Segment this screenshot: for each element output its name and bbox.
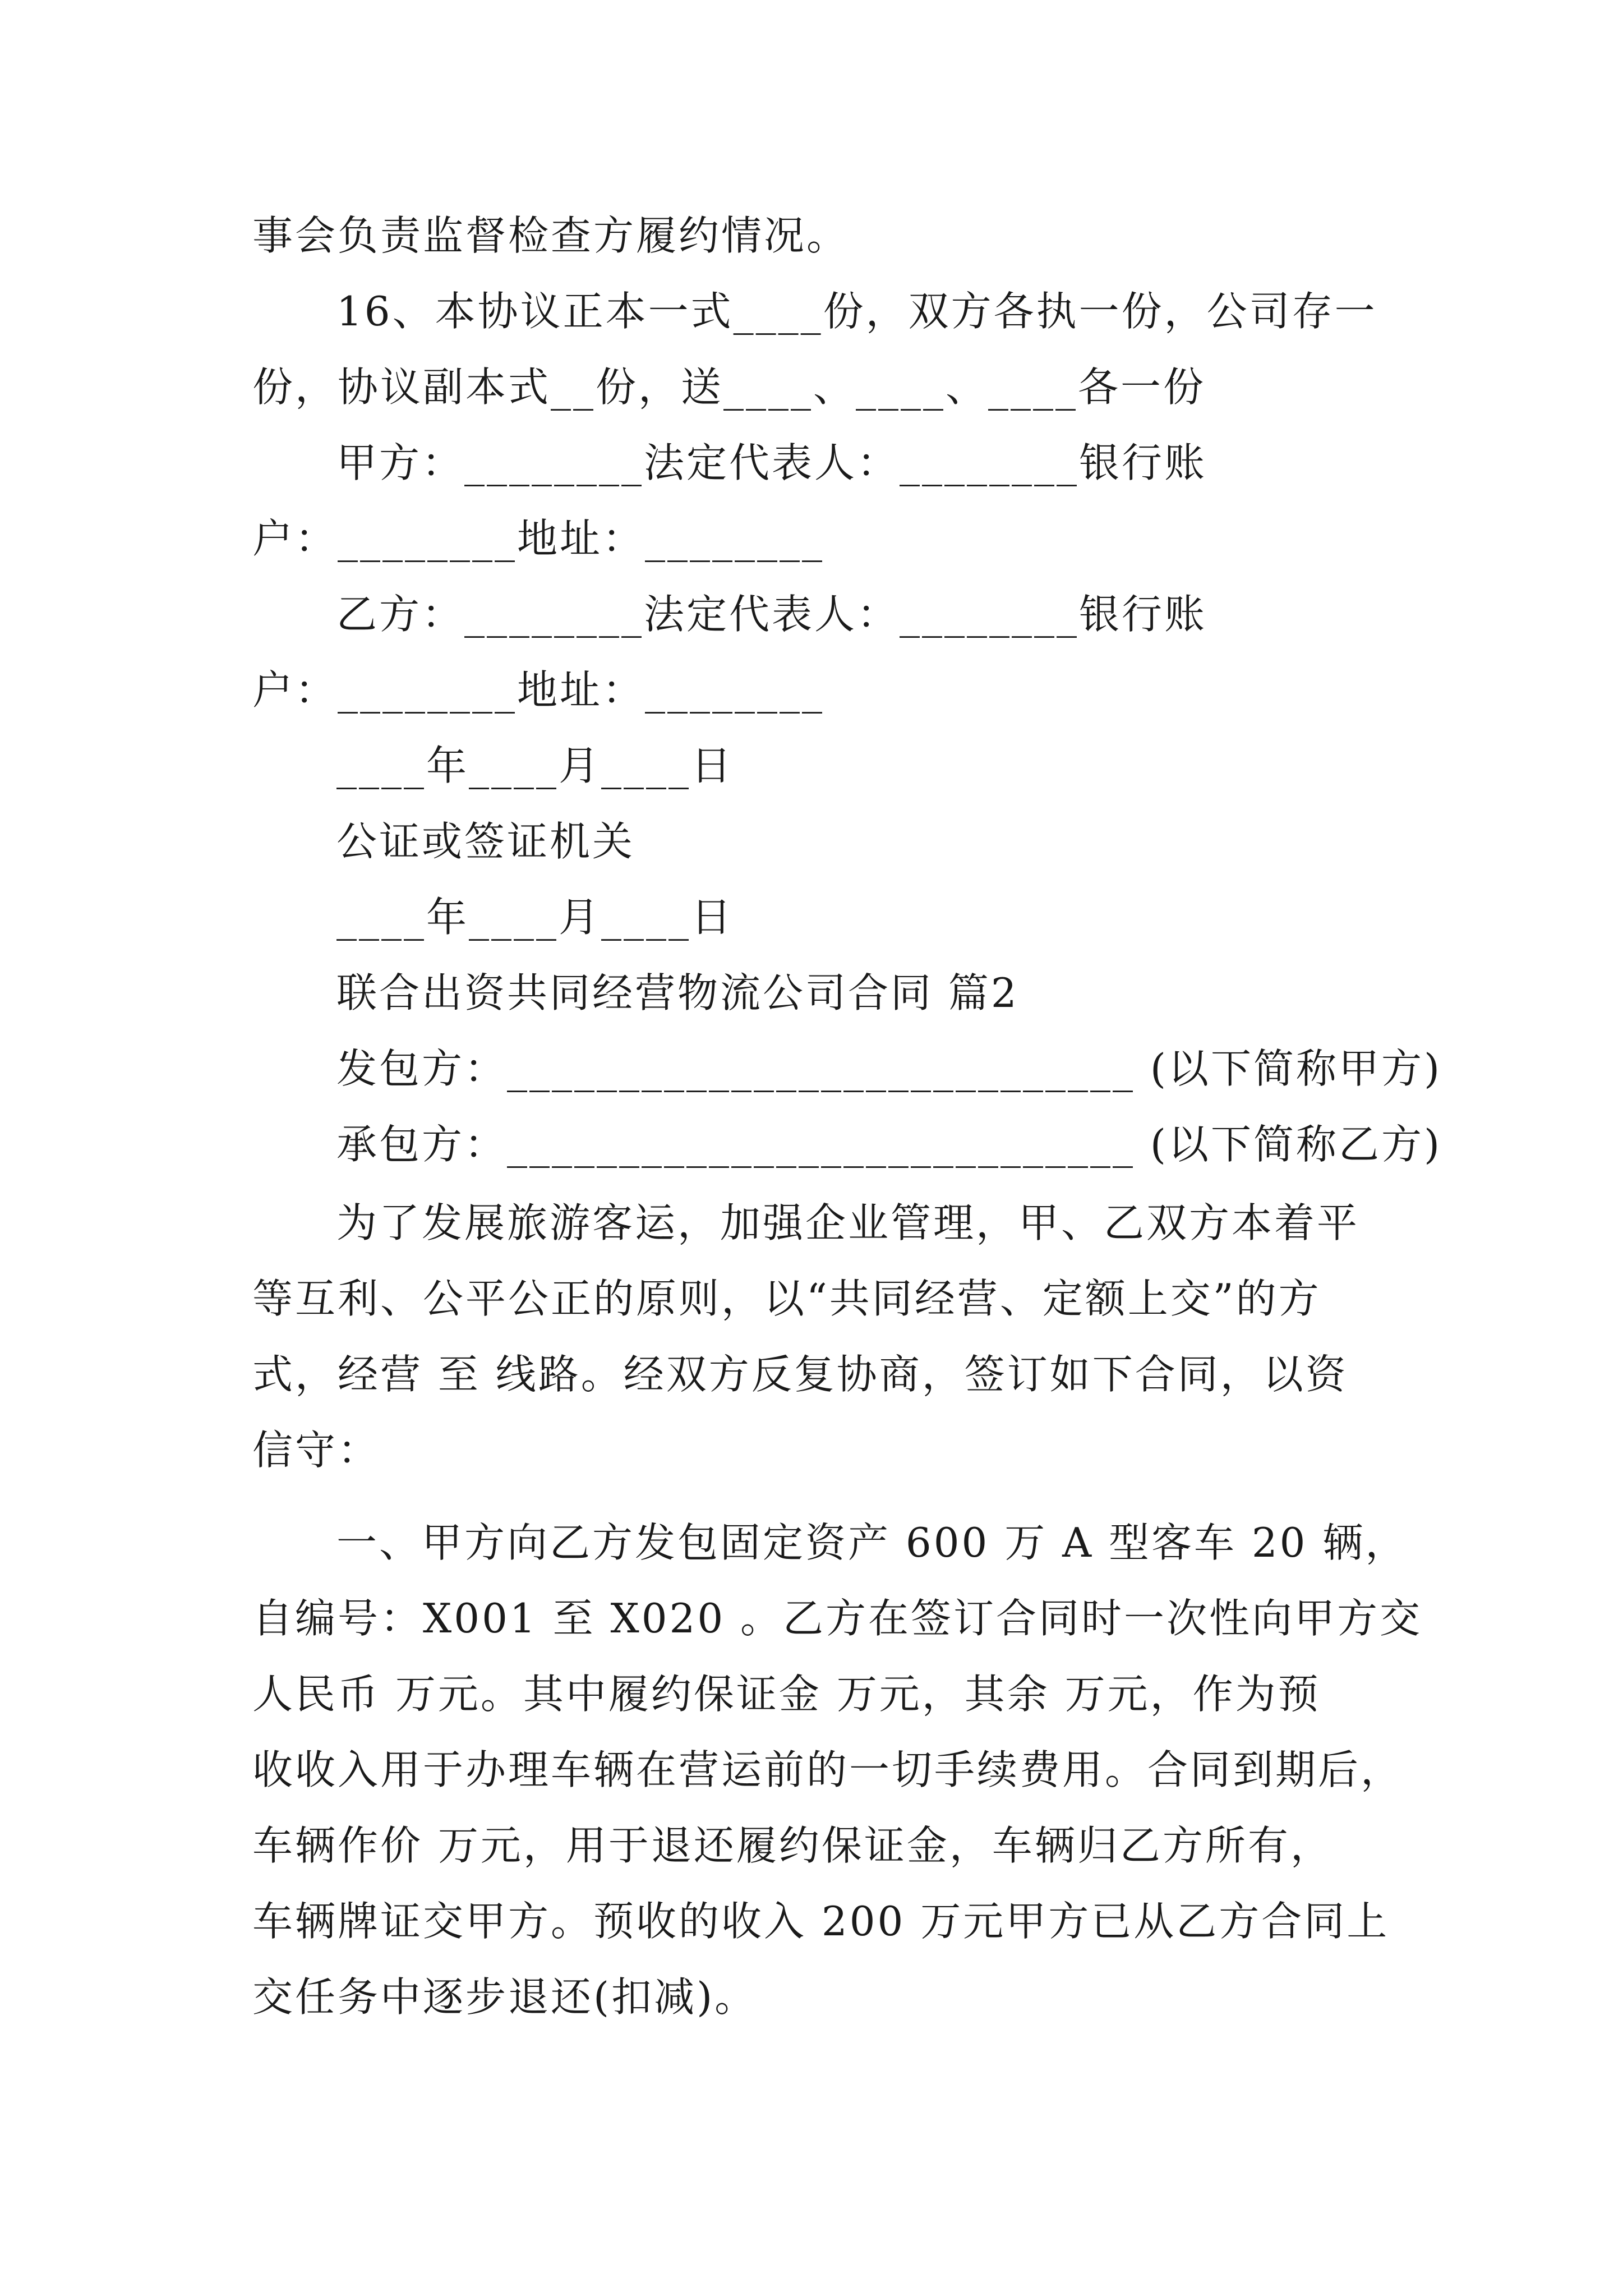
para-line-4: 信守： [252,1427,381,1474]
date-line-2: ____年____月____日 [336,894,734,941]
clause-1-line-2: 自编号：X001 至 X020 。乙方在签订合同时一次性向甲方交 [252,1595,1423,1642]
notary-line: 公证或签证机关 [336,818,635,865]
party-b-account-line: 户：________地址：________ [252,666,825,714]
section-title: 联合出资共同经营物流公司合同 篇2 [336,969,1019,1016]
text-line-3: 份，协议副本式__份，送____、____、____各一份 [252,364,1206,411]
para-line-2: 等互利、公平公正的原则，以“共同经营、定额上交”的方 [252,1275,1321,1322]
para-line-1: 为了发展旅游客运，加强企业管理，甲、乙双方本着平 [336,1199,1360,1246]
clause-1-line-4: 收收入用于办理车辆在营运前的一切手续费用。合同到期后， [252,1746,1404,1793]
party-a-account-line: 户：________地址：________ [252,515,825,562]
party-b-line: 乙方：________法定代表人：________银行账 [336,591,1207,638]
contractor-issuer-line: 发包方：____________________________ (以下简称甲方) [336,1045,1442,1092]
para-line-3: 式，经营 至 线路。经双方反复协商，签订如下合同，以资 [252,1351,1348,1398]
clause-1-line-7: 交任务中逐步退还(扣减)。 [252,1973,758,2021]
date-line-1: ____年____月____日 [336,742,734,789]
clause-1-line-3: 人民币 万元。其中履约保证金 万元，其余 万元，作为预 [252,1671,1321,1718]
clause-1-line-5: 车辆作价 万元，用于退还履约保证金，车辆归乙方所有， [252,1822,1333,1869]
clause-1-line-1: 一、甲方向乙方发包固定资产 600 万 A 型客车 20 辆， [336,1519,1408,1566]
party-a-line: 甲方：________法定代表人：________银行账 [336,439,1207,486]
text-line-1: 事会负责监督检查方履约情况。 [252,212,850,259]
text-line-2: 16、本协议正本一式____份，双方各执一份，公司存一 [336,288,1377,335]
clause-1-line-6: 车辆牌证交甲方。预收的收入 200 万元甲方已从乙方合同上 [252,1898,1390,1945]
contractor-receiver-line: 承包方：____________________________ (以下简称乙方) [336,1121,1442,1168]
